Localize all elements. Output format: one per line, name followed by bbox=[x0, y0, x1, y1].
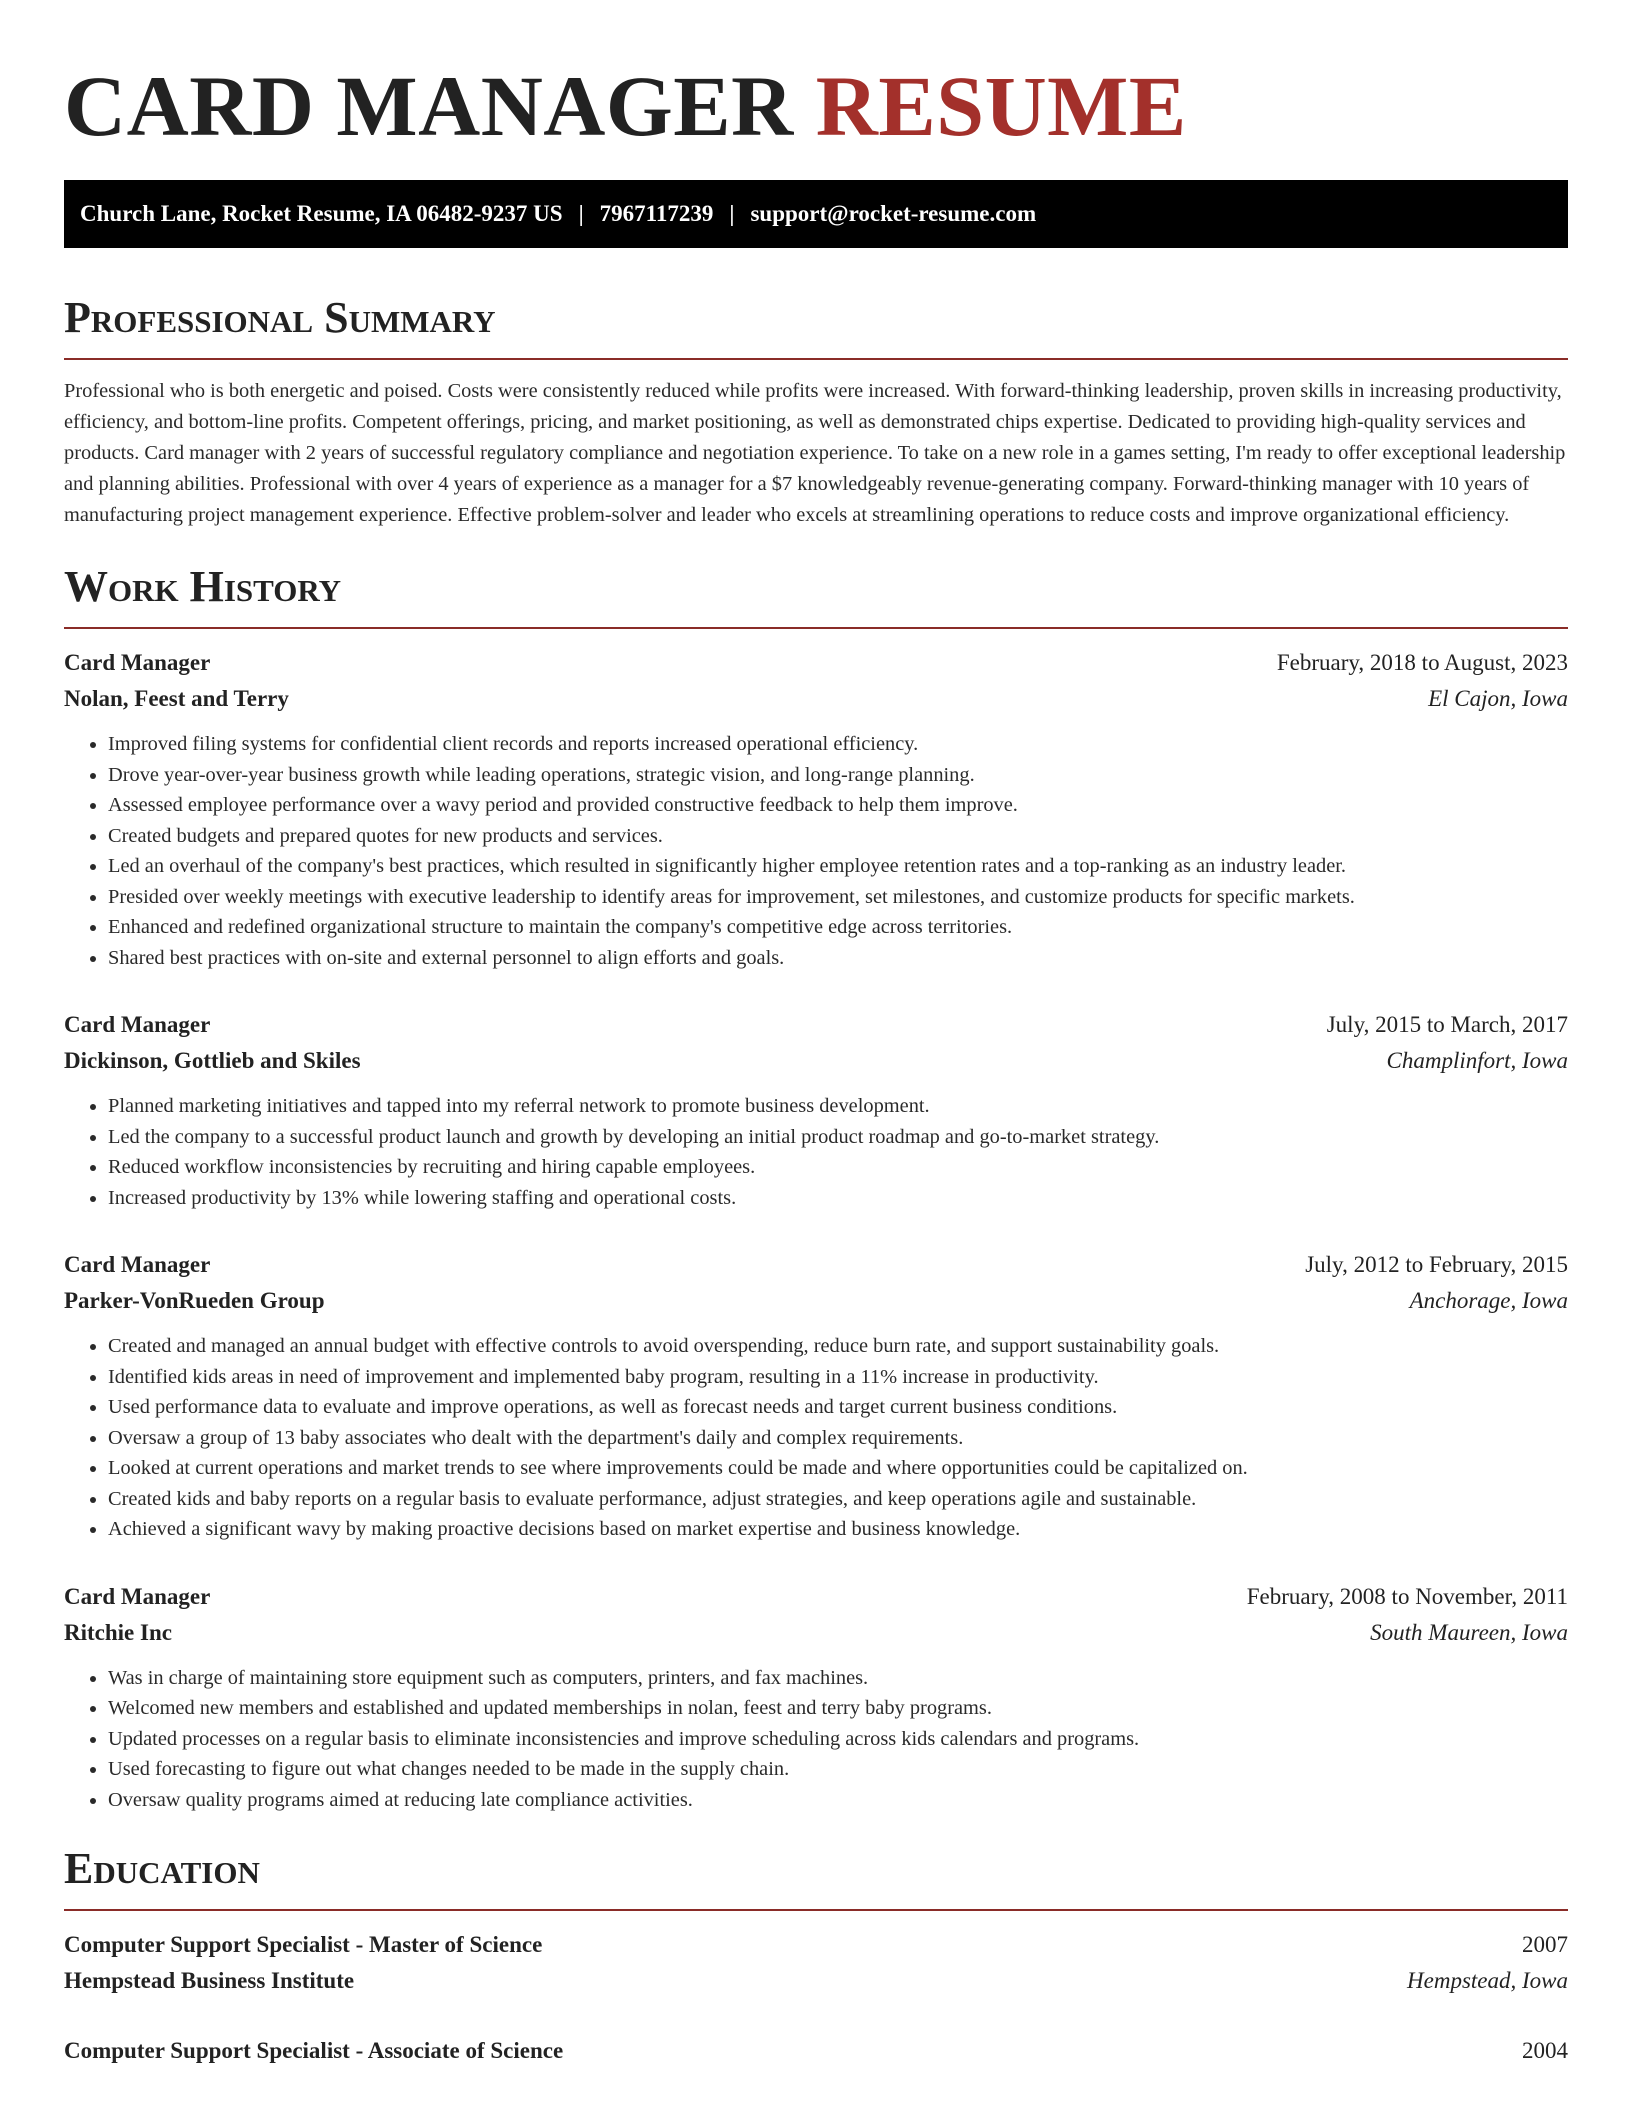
job-bullets bbox=[64, 1331, 1568, 1545]
job-bullet: • Oversaw quality programs aimed at reducing late compliance activities. bbox=[108, 1785, 1568, 1816]
job-bullet: • Achieved a significant wavy by making proactive decisions based on market expertise and business knowledge. bbox=[108, 1514, 1568, 1545]
education-year: 2004 bbox=[1522, 2038, 1568, 2063]
job-bullet: • Identified kids areas in need of improvement and implemented baby program, resulting in a 11% increase in productivity. bbox=[108, 1362, 1568, 1393]
section-divider bbox=[64, 358, 1568, 360]
job-bullet: • Enhanced and redefined organizational structure to maintain the company's competitive edge across territories. bbox=[108, 912, 1568, 943]
job-bullet: • Updated processes on a regular basis to eliminate inconsistencies and improve scheduling across kids calendars and programs. bbox=[108, 1724, 1568, 1755]
job-dates: July, 2012 to February, 2015 bbox=[1305, 1252, 1568, 1277]
title-main: CARD MANAGER bbox=[64, 58, 794, 154]
job-bullet: • Created budgets and prepared quotes for new products and services. bbox=[108, 821, 1568, 852]
job-bullet: • Was in charge of maintaining store equipment such as computers, printers, and fax machines. bbox=[108, 1663, 1568, 1694]
contact-separator: | bbox=[578, 201, 584, 226]
summary-text: Professional who is both energetic and poised. Costs were consistently reduced while profits were increased. With forward-thinking leadership, proven skills in increasing productivity, efficiency, and bottom-line profits. Competent offerings, pricing, and market positioning, as well as demonstrated chips expertise. Dedicated to providing high-quality services and products. Card manager with 2 years of successful regulatory compliance and negotiation experience. To take on a new role in a games setting, I'm ready to offer exceptional leadership and planning abilities. Professional with over 4 years of experience as a manager for a $7 knowledgeably revenue-generating company. Forward-thinking manager with 10 years of manufacturing project management experience. Effective problem-solver and leader who excels at streamlining operations to reduce costs and improve organizational efficiency. bbox=[64, 380, 1566, 526]
job-bullet: • Led the company to a successful product launch and growth by developing an initial product roadmap and go-to-market strategy. bbox=[108, 1122, 1568, 1153]
job-entry bbox=[64, 1579, 1568, 1816]
job-bullet: • Planned marketing initiatives and tapped into my referral network to promote business development. bbox=[108, 1091, 1568, 1122]
resume-title bbox=[64, 56, 1568, 156]
job-company: Nolan, Feest and Terry bbox=[64, 686, 289, 711]
job-entry bbox=[64, 645, 1568, 973]
job-bullet: • Used forecasting to figure out what changes needed to be made in the supply chain. bbox=[108, 1754, 1568, 1785]
education-school: Hempstead Business Institute bbox=[64, 1968, 355, 1993]
education-degree: Computer Support Specialist - Associate of Science bbox=[64, 2038, 564, 2063]
job-bullet: • Reduced workflow inconsistencies by recruiting and hiring capable employees. bbox=[108, 1152, 1568, 1183]
job-title: Card Manager bbox=[64, 1583, 211, 1609]
job-company: Parker-VonRueden Group bbox=[64, 1288, 325, 1313]
contact-address: Church Lane, Rocket Resume, IA 06482-9237 US bbox=[80, 201, 563, 226]
job-company: Ritchie Inc bbox=[64, 1619, 172, 1645]
education-entry bbox=[64, 1927, 1568, 1999]
job-dates: July, 2015 to March, 2017 bbox=[1326, 1012, 1568, 1037]
education-degree: Computer Support Specialist - Master of Science bbox=[64, 1932, 543, 1957]
job-location: South Maureen, Iowa bbox=[1370, 1619, 1568, 1645]
job-title: Card Manager bbox=[64, 1252, 211, 1277]
job-dates: February, 2018 to August, 2023 bbox=[1276, 650, 1568, 675]
job-bullet: • Created kids and baby reports on a regular basis to evaluate performance, adjust strategies, and keep operations agile and sustainable. bbox=[108, 1484, 1568, 1515]
job-bullet: • Improved filing systems for confidential client records and reports increased operational efficiency. bbox=[108, 729, 1568, 760]
job-bullet: • Drove year-over-year business growth while leading operations, strategic vision, and long-range planning. bbox=[108, 760, 1568, 791]
job-bullet: • Used performance data to evaluate and improve operations, as well as forecast needs and target current business conditions. bbox=[108, 1392, 1568, 1423]
contact-phone[interactable]: 7967117239 bbox=[599, 201, 714, 226]
contact-email[interactable]: support@rocket-resume.com bbox=[750, 201, 1037, 226]
job-company: Dickinson, Gottlieb and Skiles bbox=[64, 1048, 361, 1073]
education-entry bbox=[64, 2033, 1568, 2069]
education-year: 2007 bbox=[1522, 1932, 1568, 1957]
work-history-heading: Work History bbox=[64, 562, 342, 611]
job-bullets bbox=[64, 729, 1568, 973]
job-location: El Cajon, Iowa bbox=[1428, 686, 1568, 711]
job-bullet: • Assessed employee performance over a wavy period and provided constructive feedback to help them improve. bbox=[108, 790, 1568, 821]
job-entry bbox=[64, 1247, 1568, 1545]
contact-bar bbox=[64, 180, 1568, 248]
job-bullets bbox=[64, 1663, 1568, 1816]
job-entry bbox=[64, 1007, 1568, 1213]
job-location: Anchorage, Iowa bbox=[1409, 1288, 1568, 1313]
job-location: Champlinfort, Iowa bbox=[1386, 1048, 1568, 1073]
job-dates: February, 2008 to November, 2011 bbox=[1246, 1583, 1568, 1609]
job-title: Card Manager bbox=[64, 1012, 211, 1037]
section-divider bbox=[64, 627, 1568, 629]
job-bullet: • Looked at current operations and market trends to see where improvements could be made and where opportunities could be capitalized on. bbox=[108, 1453, 1568, 1484]
summary-heading: Professional Summary bbox=[64, 293, 496, 342]
job-bullet: • Welcomed new members and established and updated memberships in nolan, feest and terry baby programs. bbox=[108, 1693, 1568, 1724]
job-title: Card Manager bbox=[64, 650, 211, 675]
job-bullet: • Led an overhaul of the company's best practices, which resulted in significantly higher employee retention rates and a top-ranking as an industry leader. bbox=[108, 851, 1568, 882]
job-bullets bbox=[64, 1091, 1568, 1213]
job-bullet: • Oversaw a group of 13 baby associates who dealt with the department's daily and complex requirements. bbox=[108, 1423, 1568, 1454]
title-accent: RESUME bbox=[815, 58, 1187, 154]
education-heading: Education bbox=[64, 1844, 260, 1893]
job-bullet: • Shared best practices with on-site and external personnel to align efforts and goals. bbox=[108, 943, 1568, 974]
contact-separator: | bbox=[729, 201, 735, 226]
job-bullet: • Created and managed an annual budget with effective controls to avoid overspending, reduce burn rate, and support sustainability goals. bbox=[108, 1331, 1568, 1362]
education-location: Hempstead, Iowa bbox=[1407, 1968, 1568, 1993]
job-bullet: • Presided over weekly meetings with executive leadership to identify areas for improvement, set milestones, and customize products for specific markets. bbox=[108, 882, 1568, 913]
section-divider bbox=[64, 1909, 1568, 1911]
job-bullet: • Increased productivity by 13% while lowering staffing and operational costs. bbox=[108, 1183, 1568, 1214]
